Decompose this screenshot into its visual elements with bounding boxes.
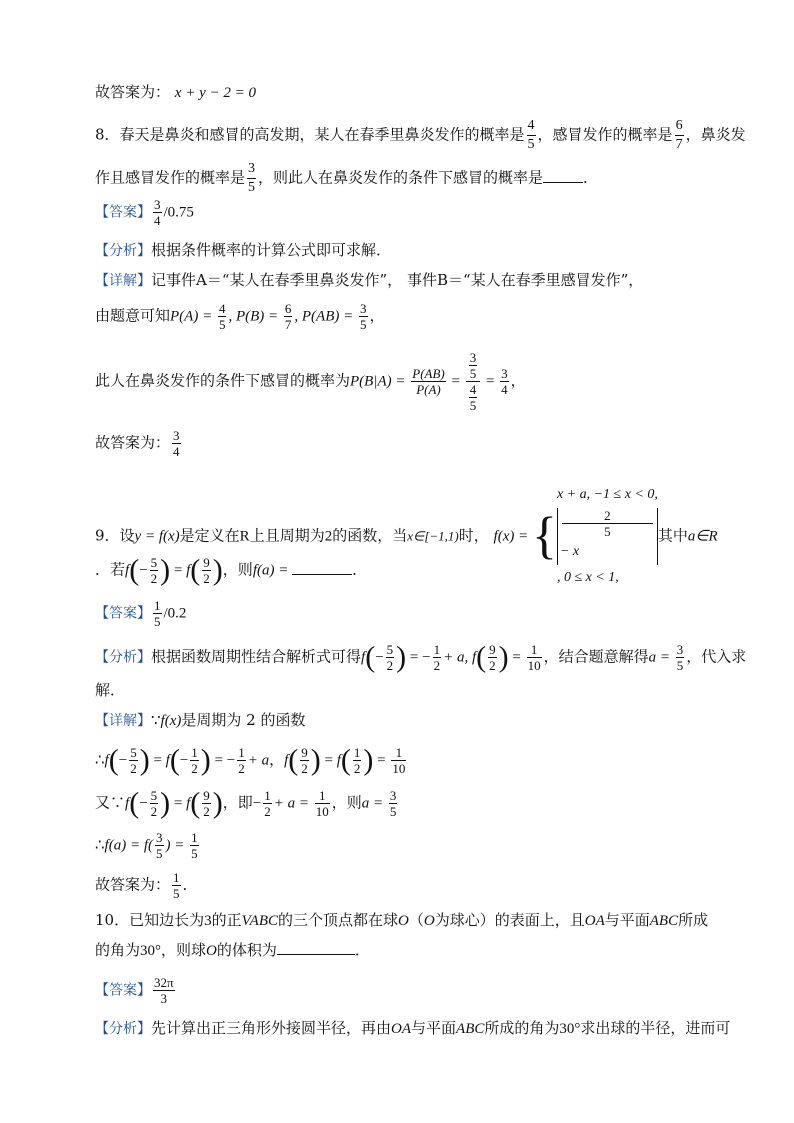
text: 9．设 bbox=[95, 526, 135, 545]
fraction: $\frac{5}{2}$ bbox=[150, 555, 158, 586]
fraction: $\frac{\frac{3}{5}}{\frac{4}{5}}$ bbox=[466, 350, 481, 413]
question-10-line-1 bbox=[95, 910, 708, 931]
answer-9 bbox=[95, 598, 186, 629]
equation: O bbox=[206, 943, 217, 959]
text: 30° bbox=[140, 943, 162, 959]
final-answer-8 bbox=[95, 428, 183, 459]
text: ． bbox=[182, 875, 198, 894]
equation: x + y − 2 = 0 bbox=[174, 85, 256, 101]
fraction: $\frac{6}{7}$ bbox=[675, 118, 683, 152]
text: 求出球的半径，进而可 bbox=[580, 1019, 731, 1037]
text: 此人在鼻炎发作的条件下感冒的概率为 bbox=[95, 371, 351, 390]
analysis-tag: 【分析】 bbox=[95, 243, 151, 259]
answer-8 bbox=[95, 197, 194, 228]
equation: , P(B) = bbox=[228, 308, 282, 325]
detail-9-line-1 bbox=[95, 710, 305, 731]
text: 的正 bbox=[211, 911, 242, 929]
text: ． bbox=[354, 941, 370, 959]
text: ．若 bbox=[95, 560, 126, 579]
fraction: $\frac{P(AB)}{P(A)}$ bbox=[412, 366, 445, 397]
text: ，鼻炎发 bbox=[685, 125, 746, 144]
analysis-10 bbox=[95, 1018, 730, 1039]
analysis-tag: 【分析】 bbox=[95, 1021, 151, 1037]
equation: f(a) = bbox=[252, 562, 293, 579]
fraction: $\frac{6}{7}$ bbox=[284, 301, 292, 332]
detail-8-line-1 bbox=[95, 270, 643, 291]
text: 故答案为： bbox=[95, 83, 171, 101]
text: 故答案为： bbox=[95, 433, 171, 452]
analysis-tag: 【分析】 bbox=[95, 649, 151, 666]
text: /0.2 bbox=[163, 605, 187, 622]
text: 30° bbox=[559, 1021, 581, 1037]
text: ， bbox=[369, 306, 385, 325]
text: 是定义在 bbox=[179, 526, 240, 545]
text: 由题意可知 bbox=[95, 306, 171, 325]
text: 与平面 bbox=[604, 911, 650, 929]
fraction: $\frac{3}{4}$ bbox=[154, 197, 161, 228]
text: 的角为 bbox=[95, 941, 141, 959]
equation: P(B|A) = bbox=[350, 373, 410, 390]
text: /0.75 bbox=[163, 204, 194, 221]
fraction: $\frac{3}{4}$ bbox=[173, 428, 180, 459]
text: 与平面 bbox=[411, 1019, 457, 1037]
equation: f(x) bbox=[160, 713, 182, 729]
question-10-line-2 bbox=[95, 940, 370, 961]
text: 其中 bbox=[657, 526, 688, 545]
question-8-line-2 bbox=[95, 160, 598, 197]
equation: OA bbox=[391, 1021, 412, 1037]
text: 根据函数周期性结合解析式可得 bbox=[151, 647, 362, 666]
text: 2 bbox=[324, 528, 333, 545]
answer-10: 【答案】 $\frac{32\pi}{3}$ bbox=[95, 975, 174, 1006]
text: ，则 bbox=[222, 560, 253, 579]
text: 8．春天是鼻炎和感冒的高发期，某人在春季里鼻炎发作的概率是 bbox=[95, 125, 525, 144]
answer-blank bbox=[543, 168, 583, 183]
text: 所成 bbox=[678, 911, 709, 929]
brace: { bbox=[531, 507, 557, 565]
equation: f(x) = bbox=[493, 528, 532, 545]
text: ． bbox=[352, 560, 368, 579]
text: 10．已知边长为 bbox=[95, 911, 205, 929]
text: 是周期为 2 的函数 bbox=[181, 711, 306, 729]
text: （ bbox=[408, 911, 424, 929]
detail-8-line-2 bbox=[95, 301, 385, 332]
text: 为球心）的表面上，且 bbox=[434, 911, 585, 929]
equation: y = f(x) bbox=[134, 528, 180, 545]
fraction: $\frac{1}{5}$ bbox=[154, 598, 161, 629]
analysis-9-line-1: 【分析】根据函数周期性结合解析式可得f(− $\frac{5}{2}$ ) = − $\frac{1}{2}$ + a, f( $\frac{9}{2}$ ) = $\frac{1}{10}$ ，结合题意解得a = $\frac{3}{5}$ ，代入求 bbox=[95, 640, 747, 674]
text: 3 bbox=[204, 913, 212, 929]
analysis-9-line-2 bbox=[95, 680, 125, 700]
text: 的函数，当 bbox=[332, 526, 408, 545]
text: 又∵ bbox=[95, 793, 126, 812]
detail-9-line-4: ∴f(a) = f( $\frac{3}{5}$ ) = $\frac{1}{5}$ bbox=[95, 830, 198, 861]
fraction: $\frac{4}{5}$ bbox=[527, 118, 535, 152]
question-8-line-1 bbox=[95, 117, 746, 154]
equation: a∈R bbox=[687, 528, 718, 545]
text: 上且周期为 bbox=[249, 526, 325, 545]
analysis-8 bbox=[95, 240, 391, 261]
answer-line-7 bbox=[95, 82, 256, 103]
answer-tag: 【答案】 bbox=[95, 982, 151, 999]
equation: P(A) = bbox=[170, 308, 216, 325]
equation: VABC bbox=[241, 913, 278, 929]
text: 的体积为 bbox=[216, 941, 277, 959]
fraction: $\frac{3}{5}$ bbox=[248, 161, 256, 195]
text: 所成的角为 bbox=[484, 1019, 560, 1037]
fraction: $\frac{9}{2}$ bbox=[203, 555, 210, 586]
equation: ABC bbox=[649, 913, 679, 929]
fraction: $\frac{3}{5}$ bbox=[360, 301, 367, 332]
text: ，则 bbox=[331, 793, 362, 812]
text: ∴ bbox=[95, 835, 105, 854]
text: 记事件A＝“某人在春季里鼻炎发作”， 事件B＝“某人在春季里感冒发作”， bbox=[151, 271, 644, 289]
final-answer-9: 故答案为： $\frac{1}{5}$ ． bbox=[95, 870, 198, 901]
text: 故答案为： bbox=[95, 875, 171, 894]
equation: , P(AB) = bbox=[294, 308, 357, 325]
detail-tag: 【详解】 bbox=[95, 713, 151, 729]
fraction: $\frac{3}{4}$ bbox=[501, 366, 508, 397]
answer-blank bbox=[277, 940, 355, 955]
answer-blank bbox=[292, 560, 352, 575]
equation: x∈[−1,1) bbox=[407, 528, 459, 544]
piecewise: x + a, −1 ≤ x < 0, 2 5 − x , 0 ≤ x < 1, bbox=[556, 487, 658, 585]
text: ，代入求 bbox=[686, 647, 747, 666]
answer-tag: 【答案】 bbox=[95, 605, 151, 622]
question-9-line-2: ．若f(− $\frac{5}{2}$ ) = f( $\frac{9}{2}$ )，则f(a) = ． bbox=[95, 553, 368, 587]
text: 解． bbox=[95, 681, 126, 699]
equation: O bbox=[423, 913, 435, 929]
text: 根据条件概率的计算公式即可求解． bbox=[151, 241, 392, 259]
equation: OA bbox=[584, 913, 605, 929]
text: ， bbox=[510, 371, 526, 390]
detail-8-line-3: 此人在鼻炎发作的条件下感冒的概率为P(B|A) = $\frac{P(AB)}{P(A)}$ = $\frac{\frac{3}{5}}{\frac{4}{5}}$ = $\frac{3}{4}$ ， bbox=[95, 350, 526, 413]
text: ∴ bbox=[95, 750, 105, 769]
text: ，结合题意解得 bbox=[543, 647, 649, 666]
text: ，则此人在鼻炎发作的条件下感冒的概率是 bbox=[258, 168, 544, 187]
text: 作且感冒发作的概率是 bbox=[95, 168, 246, 187]
text: ． bbox=[583, 168, 599, 187]
text: R bbox=[239, 528, 250, 545]
fraction: $\frac{4}{5}$ bbox=[218, 301, 226, 332]
detail-9-line-2: ∴f(− $\frac{5}{2}$ ) = f(− $\frac{1}{2}$ ) = − $\frac{1}{2}$ + a，f( $\frac{9}{2}$ ) = f( $\frac{1}{2}$ ) = $\frac{1}{10}$ bbox=[95, 743, 406, 777]
text: ，感冒发作的概率是 bbox=[537, 125, 673, 144]
text: ，则球 bbox=[161, 941, 207, 959]
text: 时， bbox=[458, 526, 489, 545]
detail-9-line-3: 又∵f(− $\frac{5}{2}$ ) = f( $\frac{9}{2}$ )，即− $\frac{1}{2}$ + a = $\frac{1}{10}$ ，则a = $\frac{3}{5}$ bbox=[95, 786, 397, 820]
text: ，即 bbox=[222, 793, 253, 812]
equation: ABC bbox=[456, 1021, 485, 1037]
text: ∵ bbox=[151, 711, 161, 729]
text: 先计算出正三角形外接圆半径，再由 bbox=[151, 1019, 392, 1037]
text: 的三个顶点都在球 bbox=[278, 911, 399, 929]
detail-tag: 【详解】 bbox=[95, 273, 151, 289]
equation: O bbox=[398, 913, 409, 929]
answer-tag: 【答案】 bbox=[95, 204, 151, 221]
